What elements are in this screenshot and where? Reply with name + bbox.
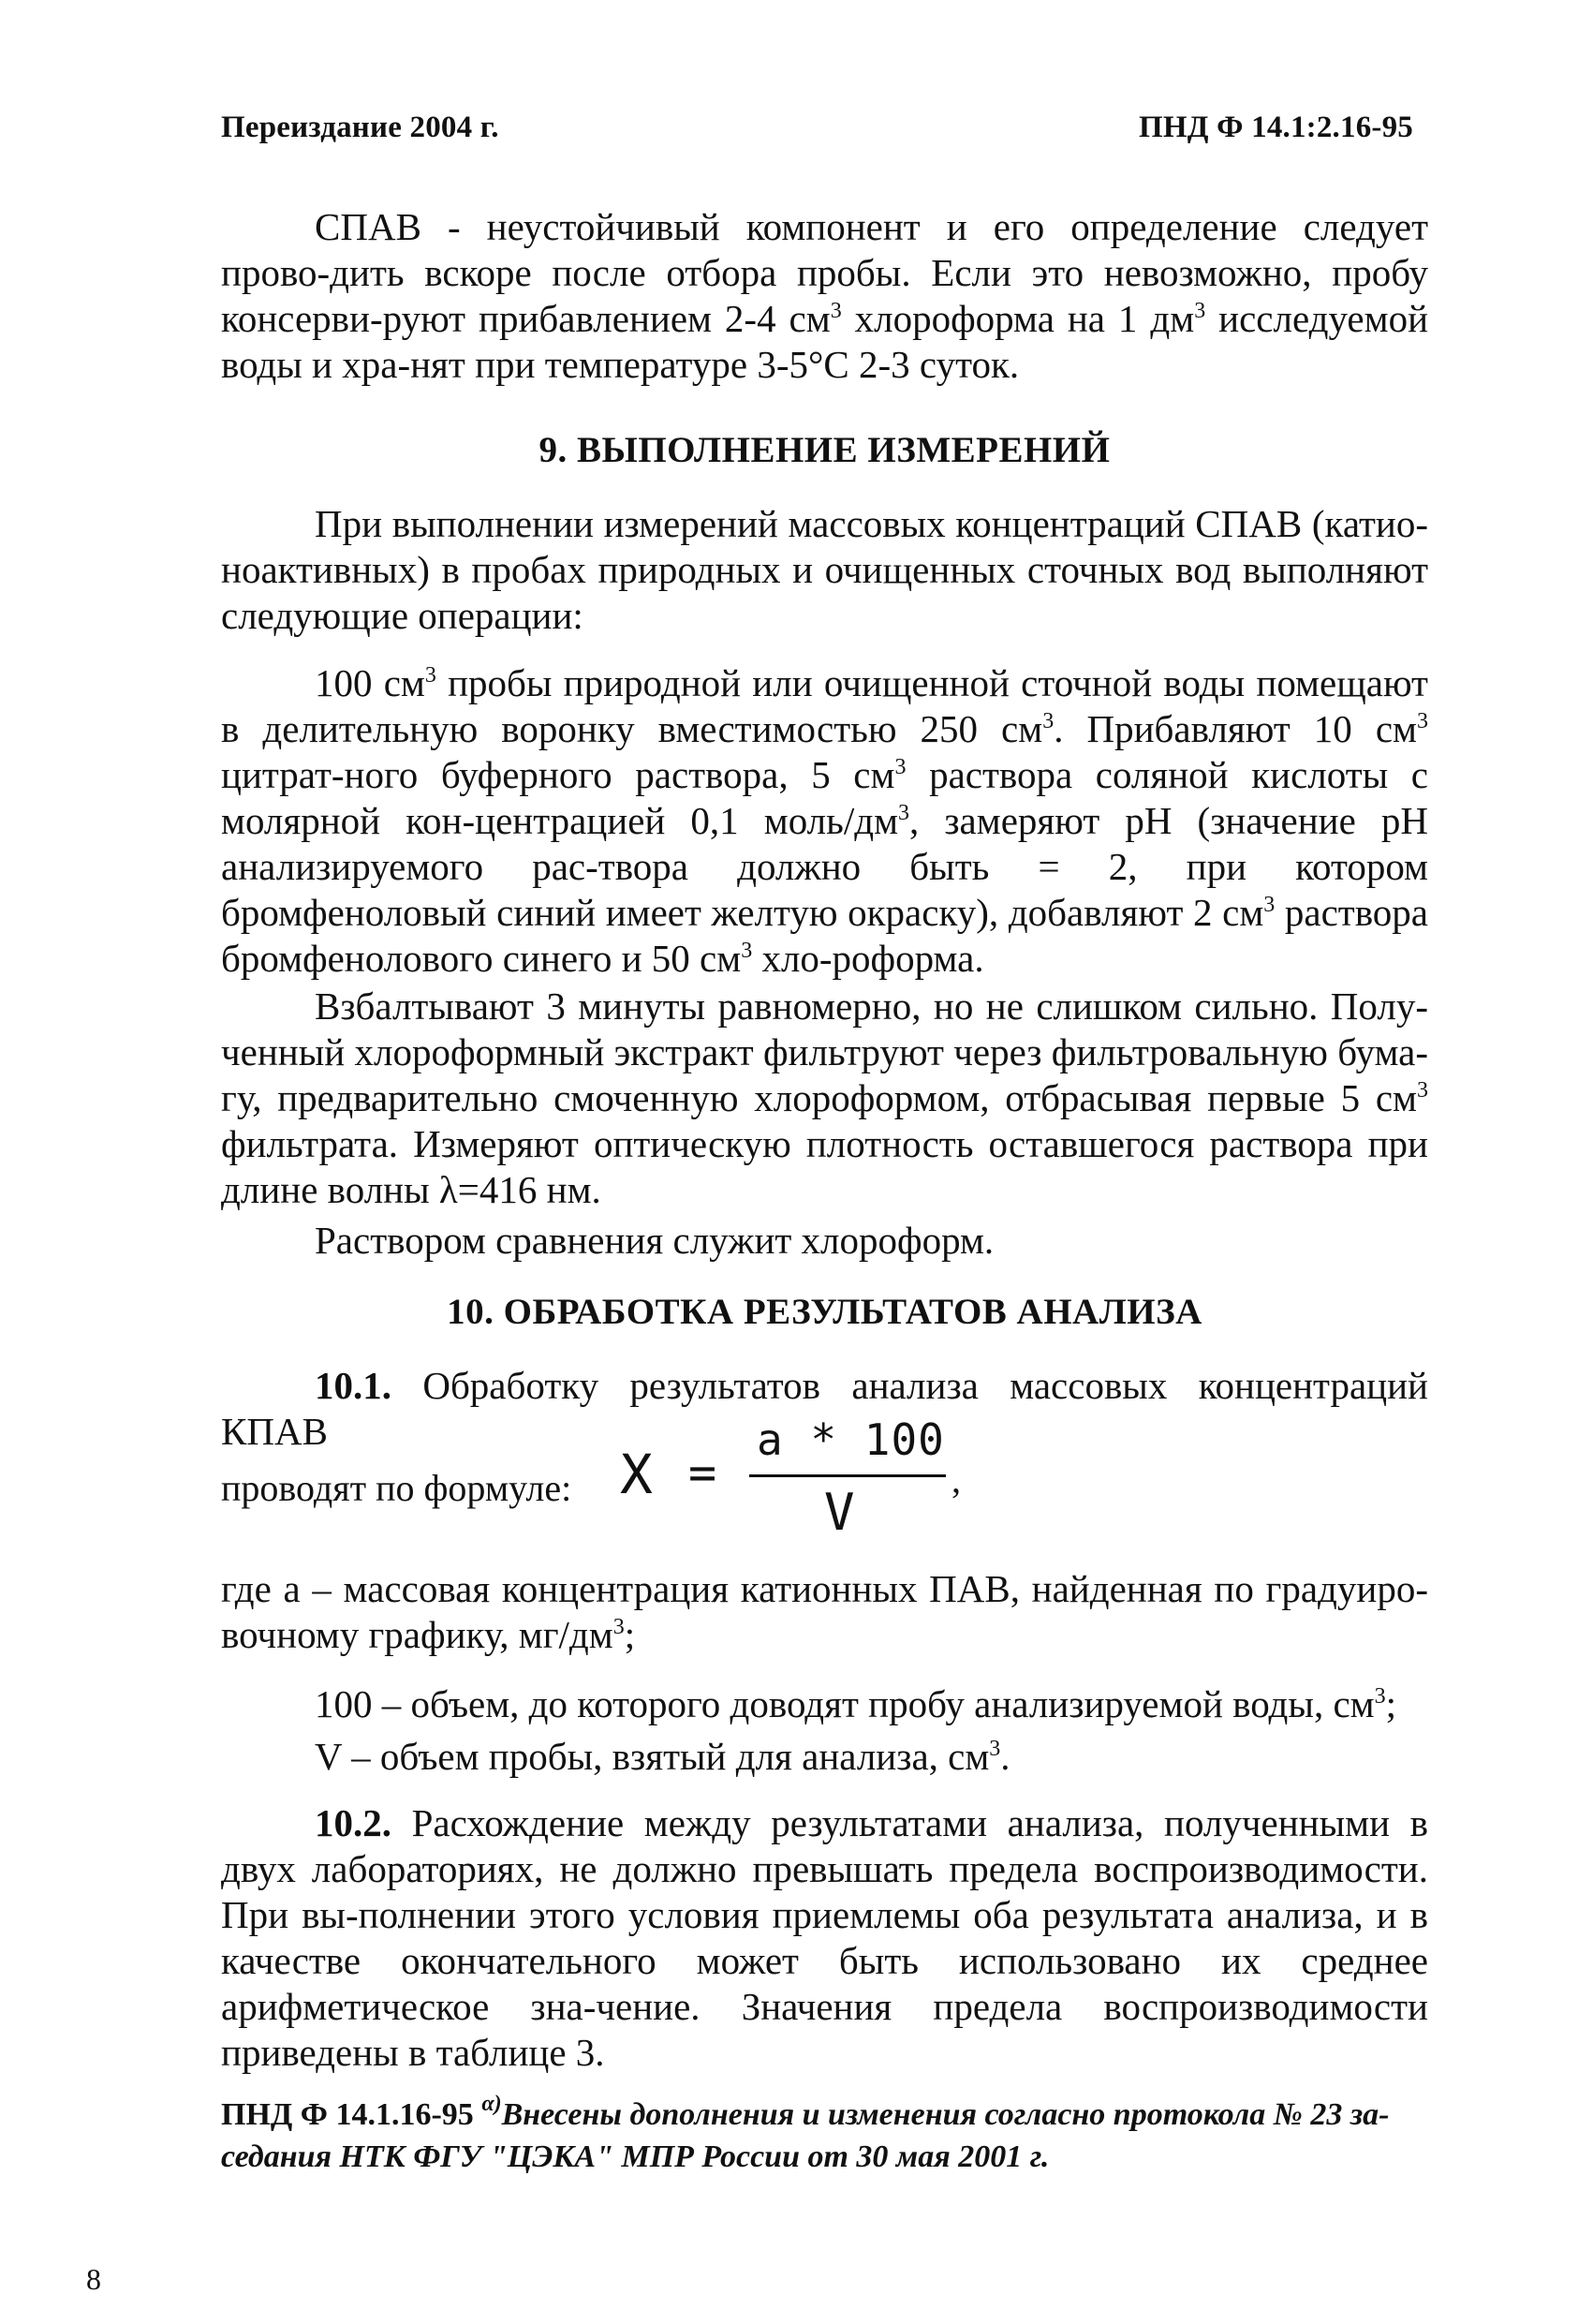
where-v-definition: V – объем пробы, взятый для анализа, $см^3$. [315,1735,1010,1778]
section-10-title: 10. ОБРАБОТКА РЕЗУЛЬТАТОВ АНАЛИЗА [447,1292,1202,1332]
formula-label: проводят по формуле: [221,1467,572,1509]
section-10-1-paragraph: 10.1. Обработку результатов анализа массовых концентраций КПАВ [221,1364,1428,1453]
footnote-mark: α) [481,2092,502,2116]
document-code-header: ПНД Ф 14.1:2.16-95 [1139,111,1413,144]
clause-number: 10.2. [315,1801,391,1844]
formula-comma: , [951,1458,961,1501]
formula-denominator: V [824,1483,855,1542]
intro-paragraph: СПАВ - неустойчивый компонент и его определение следует прово-дить вскоре после отбора пробы. Если это невозможно, пробу консерви-руют прибавлением 2-4 $см^3$ хлороформа на 1 $дм^3$ исследуемой воды и хра-нят при температуре 3-5°С 2-3 суток. [221,205,1429,386]
formula-numerator: a * 100 [757,1414,945,1465]
formula-lhs: X [620,1443,653,1506]
section-9-title: 9. ВЫПОЛНЕНИЕ ИЗМЕРЕНИЙ [538,430,1111,470]
procedure-paragraph: 100 $см^3$ пробы природной или очищенной сточной воды помещают в делительную воронку вместимостью 250 $см^3$. Прибавляют 10 $см^3$ цитрат-ного буферного раствора, 5 $см^3$ раствора соляной кислоты с молярной кон-центрацией 0,1 моль/$дм^3$, замеряют рН (значение рН анализируемого рас-твора должно быть = 2, при котором бромфеноловый синий имеет желтую окраску), добавляют 2 $см^3$ раствора бромфенолового синего и 50 $см^3$ хло-роформа. [221,661,1428,980]
extraction-paragraph: Взбалтывают 3 минуты равномерно, но не слишком сильно. Полу-ченный хлороформный экстракт фильтруют через фильтровальную бума-гу, предварительно смоченную хлороформом, отбрасывая первые 5 $см^3$ фильтрата. Измеряют оптическую плотность оставшегося раствора при длине волны λ=416 нм. [221,984,1428,1211]
page-number: 8 [86,2262,101,2296]
section-9-intro-paragraph: При выполнении измерений массовых концентраций СПАВ (катио-ноактивных) в пробах природных и очищенных сточных вод выполняют следующие операции: [221,502,1428,637]
formula-equals: = [688,1445,717,1500]
reference-solution-paragraph: Раствором сравнения служит хлороформ. [315,1219,995,1262]
where-100-definition: 100 – объем, до которого доводят пробу анализируемой воды, $см^3$; [315,1682,1396,1725]
clause-number: 10.1. [315,1364,391,1407]
section-10-2-paragraph: 10.2. Расхождение между результатами анализа, полученными в двух лабораториях, не должно превышать предела воспроизводимости. При вы-полнении этого условия приемлемы оба результата анализа, и в качестве окончательного может быть использовано их среднее арифметическое зна-чение. Значения предела воспроизводимости приведены в таблице 3. [221,1801,1428,2074]
fraction-bar [749,1474,946,1477]
where-a-definition: где а – массовая концентрация катионных ПАВ, найденная по градуиро-вочному графику, $мг/дм^3$; [221,1567,1428,1656]
reissue-header: Переиздание 2004 г. [221,111,499,144]
amendment-footnote: ПНД Ф 14.1.16-95 $^{\alpha)}$Внесены дополнения и изменения согласно протокола № 23 за-седания НТК ФГУ "ЦЭКА" МПР России от 30 мая 2001 г. [221,2092,1390,2174]
